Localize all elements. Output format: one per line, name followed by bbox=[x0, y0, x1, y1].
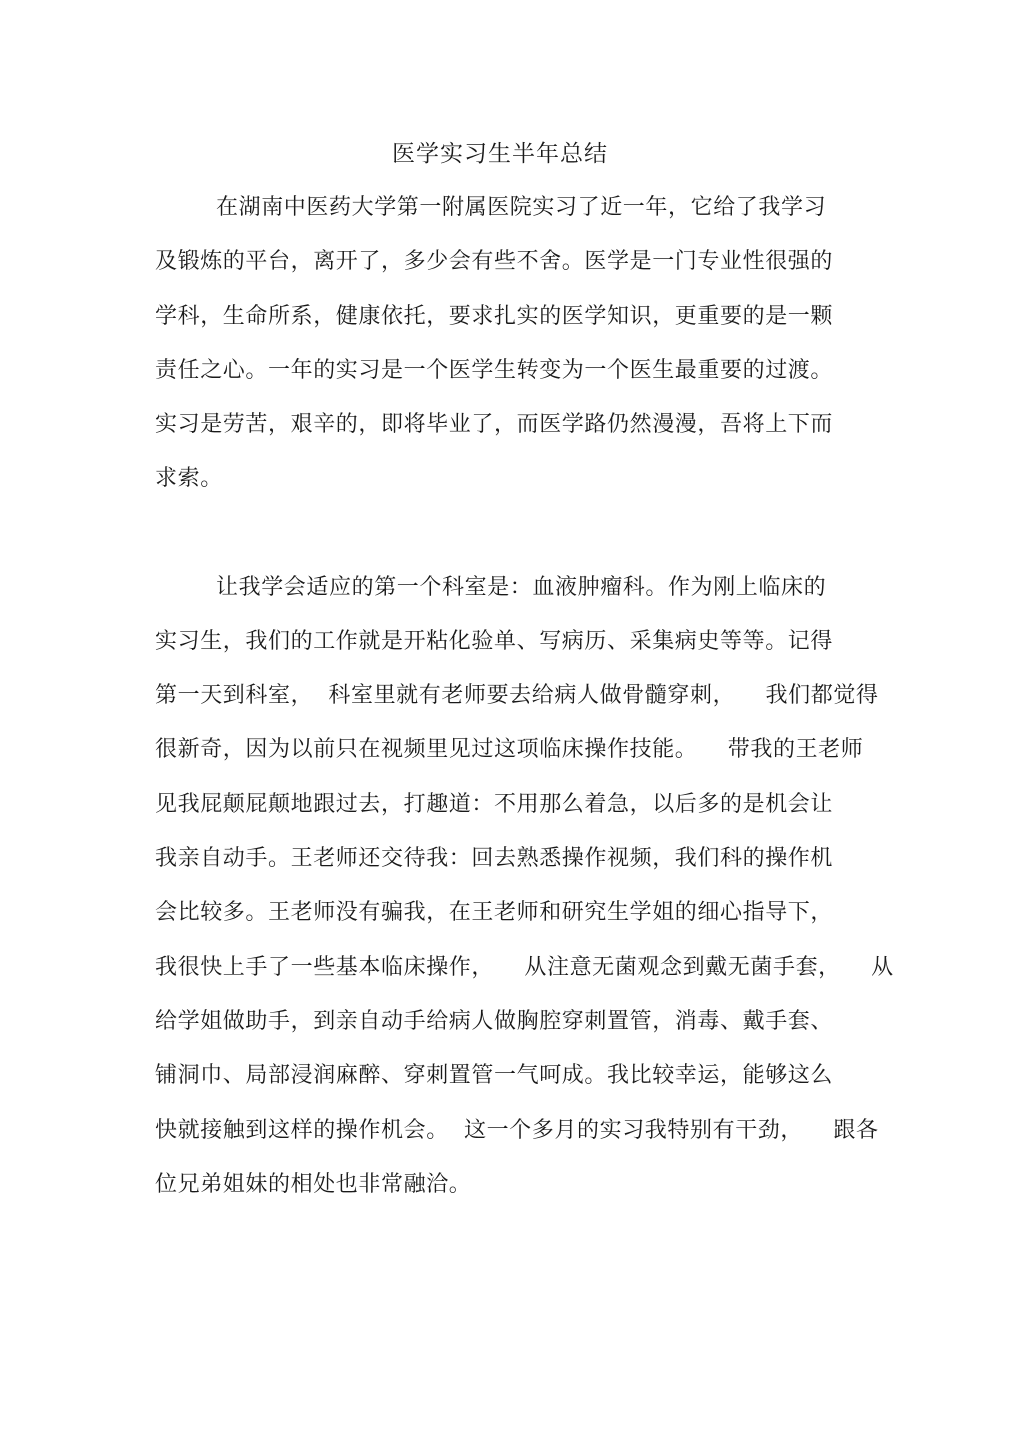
paragraph-1-line-5: 实习是劳苦，艰辛的，即将毕业了，而医学路仍然漫漫，吾将上下而 bbox=[155, 412, 834, 437]
paragraph-1-line-6: 求索。 bbox=[155, 466, 223, 491]
paragraph-2-line-8: 我很快上手了一些基本临床操作， 从注意无菌观念到戴无菌手套， 从 bbox=[155, 955, 894, 980]
paragraph-2-line-10: 铺洞巾、局部浸润麻醉、穿刺置管一气呵成。我比较幸运，能够这么 bbox=[155, 1063, 834, 1088]
paragraph-2-line-9: 给学姐做助手，到亲自动手给病人做胸腔穿刺置管，消毒、戴手套、 bbox=[155, 1009, 834, 1034]
paragraph-2-line-2: 实习生，我们的工作就是开粘化验单、写病历、采集病史等等。记得 bbox=[155, 629, 834, 654]
paragraph-2-line-4: 很新奇，因为以前只在视频里见过这项临床操作技能。 带我的王老师 bbox=[155, 737, 864, 762]
paragraph-2-line-11: 快就接触到这样的操作机会。 这一个多月的实习我特别有干劲， 跟各 bbox=[155, 1118, 879, 1143]
paragraph-2-line-6: 我亲自动手。王老师还交待我：回去熟悉操作视频，我们科的操作机 bbox=[155, 846, 834, 871]
paragraph-1-line-4: 责任之心。一年的实习是一个医学生转变为一个医生最重要的过渡。 bbox=[155, 358, 834, 383]
paragraph-1-line-1: 在湖南中医药大学第一附属医院实习了近一年，它给了我学习 bbox=[216, 195, 827, 220]
paragraph-2-line-12: 位兄弟姐妹的相处也非常融洽。 bbox=[155, 1172, 472, 1197]
document-title: 医学实习生半年总结 bbox=[392, 141, 608, 167]
paragraph-2-line-3: 第一天到科室， 科室里就有老师要去给病人做骨髓穿刺， 我们都觉得 bbox=[155, 683, 879, 708]
paragraph-2-line-7: 会比较多。王老师没有骗我，在王老师和研究生学姐的细心指导下， bbox=[155, 900, 834, 925]
paragraph-2-line-1: 让我学会适应的第一个科室是：血液肿瘤科。作为刚上临床的 bbox=[216, 575, 827, 600]
paragraph-1-line-2: 及锻炼的平台，离开了，多少会有些不舍。医学是一门专业性很强的 bbox=[155, 249, 834, 274]
paragraph-2-line-5: 见我屁颠屁颠地跟过去，打趣道：不用那么着急，以后多的是机会让 bbox=[155, 792, 834, 817]
paragraph-1-line-3: 学科，生命所系，健康依托，要求扎实的医学知识，更重要的是一颗 bbox=[155, 304, 834, 329]
